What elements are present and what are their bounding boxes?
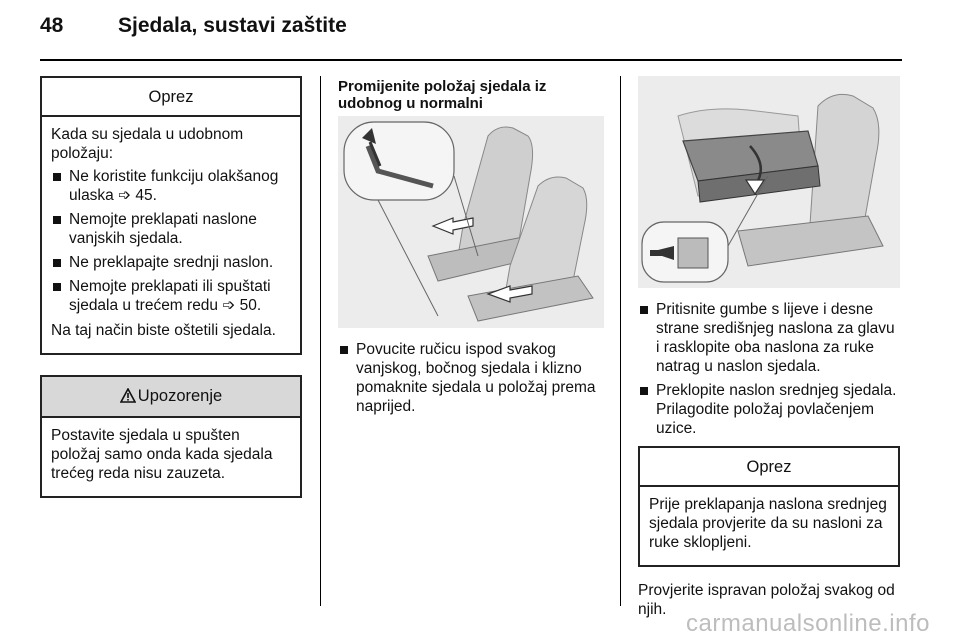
section-heading: Promijenite položaj sjedala iz udobnog u normalni xyxy=(338,78,547,112)
caution-intro: Kada su sjedala u udobnom položaju: xyxy=(51,126,244,162)
caution-box xyxy=(638,446,900,567)
center-seat-fold-illustration xyxy=(638,76,900,288)
column-divider-1 xyxy=(320,76,321,606)
caution-title: Oprez xyxy=(640,448,898,487)
final-text: Provjerite ispravan položaj svakog od njih. xyxy=(638,582,895,618)
caution-outro: Na taj način biste oštetili sjedala. xyxy=(51,322,276,339)
caution-item: Nemojte preklapati ili spuštati sjedala u trećem redu ➩ 50. xyxy=(51,277,292,315)
caution-box xyxy=(40,76,302,355)
caution-item: Nemojte preklapati naslone vanjskih sjedala. xyxy=(51,210,292,248)
instruction-list xyxy=(638,300,900,438)
warning-triangle-icon xyxy=(120,388,136,408)
warning-box xyxy=(40,375,302,498)
warning-title: Upozorenje xyxy=(137,387,223,405)
right-column xyxy=(638,76,900,619)
caution-item: Ne preklapajte srednji naslon. xyxy=(51,253,292,272)
warning-header xyxy=(42,377,300,418)
page-title: Sjedala, sustavi zaštite xyxy=(118,14,347,37)
caution-text: Prije preklapanja naslona srednjeg sjedala provjerite da su nasloni za ruke sklopljeni. xyxy=(649,496,887,551)
caution-title: Oprez xyxy=(42,78,300,117)
page-header xyxy=(40,14,347,38)
warning-text: Postavite sjedala u spušten položaj samo onda kada sjedala trećeg reda nisu zauzeta. xyxy=(51,427,273,482)
page-number: 48 xyxy=(40,14,64,37)
instruction-item: Preklopite naslon srednjeg sjedala. Prilagodite položaj povlačenjem uzice. xyxy=(638,381,900,438)
watermark: carmanualsonline.info xyxy=(686,610,930,637)
header-rule xyxy=(40,59,902,61)
caution-item: Ne koristite funkciju olakšanog ulaska ➩ 45. xyxy=(51,167,292,205)
middle-column xyxy=(338,78,604,422)
left-column xyxy=(40,76,302,518)
instruction-item: Povucite ručicu ispod svakog vanjskog, bočnog sjedala i klizno pomaknite sjedala u položaj prema naprijed. xyxy=(338,340,604,416)
instruction-item: Pritisnite gumbe s lijeve i desne strane središnjeg naslona za glavu i rasklopite oba naslona za ruke natrag u naslon sjedala. xyxy=(638,300,900,376)
seat-slide-illustration xyxy=(338,116,604,328)
caution-list xyxy=(51,167,292,315)
instruction-list xyxy=(338,340,604,416)
column-divider-2 xyxy=(620,76,621,606)
